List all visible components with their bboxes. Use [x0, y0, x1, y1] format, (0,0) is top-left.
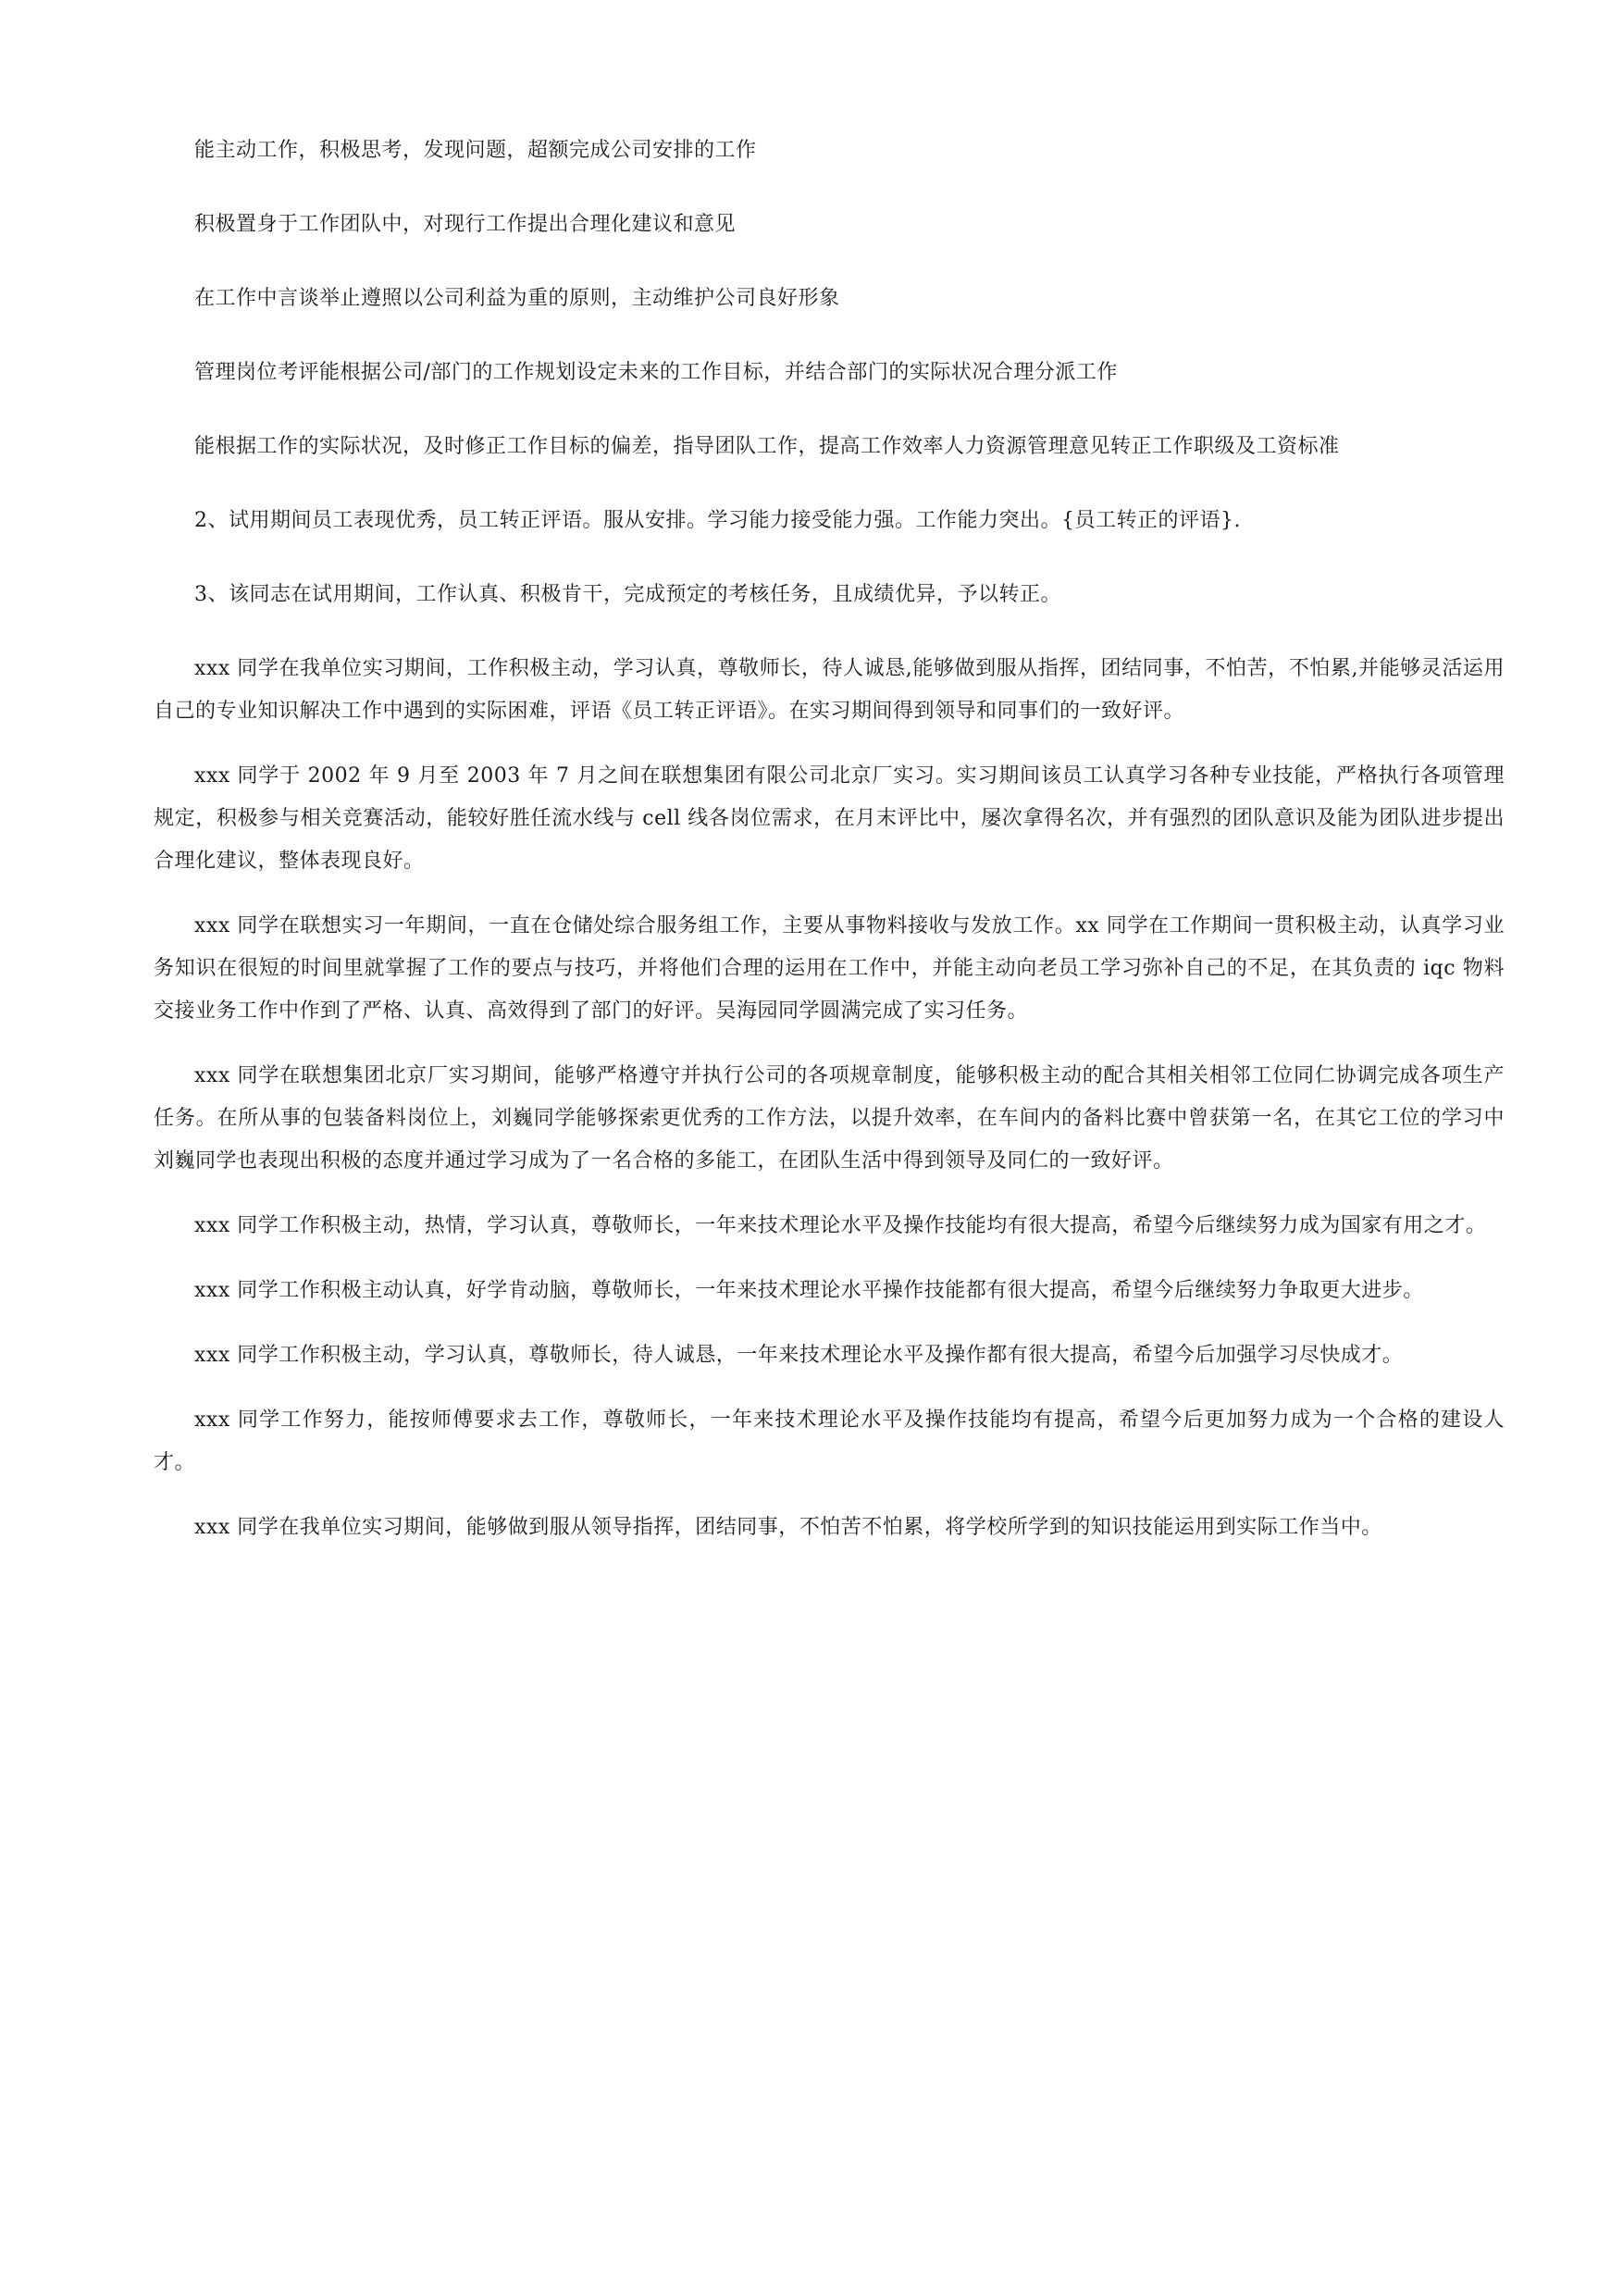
paragraph: 能根据工作的实际状况，及时修正工作目标的偏差，指导团队工作，提高工作效率人力资源管理意见转正工作职级及工资标准 [194, 435, 1340, 458]
paragraph: 2、试用期间员工表现优秀，员工转正评语。服从安排。学习能力接受能力强。工作能力突出。{员工转正的评语}. [194, 509, 1241, 532]
paragraph: xxx 同学于 2002 年 9 月至 2003 年 7 月之间在联想集团有限公司北京厂实习。实习期间该员工认真学习各种专业技能，严格执行各项管理规定，积极参与相关竞赛活动，能较好胜任流水线与 cell 线各岗位需求，在月末评比中，屡次拿得名次，并有强烈的团队意识及能为团队进步提出合理化建议，整体表现良好。 [154, 764, 1505, 873]
paragraph: 能主动工作，积极思考，发现问题，超额完成公司安排的工作 [194, 139, 757, 162]
paragraph: xxx 同学在我单位实习期间，工作积极主动，学习认真，尊敬师长，待人诚恳,能够做到服从指挥，团结同事，不怕苦，不怕累,并能够灵活运用自己的专业知识解决工作中遇到的实际困难，评语《员工转正评语》。在实习期间得到领导和同事们的一致好评。 [154, 657, 1505, 723]
paragraph: xxx 同学工作积极主动，热情，学习认真，尊敬师长，一年来技术理论水平及操作技能均有很大提高，希望今后继续努力成为国家有用之才。 [194, 1214, 1487, 1237]
paragraph: 管理岗位考评能根据公司/部门的工作规划设定未来的工作目标，并结合部门的实际状况合理分派工作 [194, 361, 1118, 384]
document-body [154, 130, 1505, 1571]
paragraph: xxx 同学工作积极主动，学习认真，尊敬师长，待人诚恳，一年来技术理论水平及操作都有很大提高，希望今后加强学习尽快成才。 [194, 1344, 1404, 1367]
paragraph: 3、该同志在试用期间，工作认真、积极肯干，完成预定的考核任务，且成绩优异，予以转正。 [194, 583, 1062, 606]
paragraph: xxx 同学在联想实习一年期间，一直在仓储处综合服务组工作，主要从事物料接收与发放工作。xx 同学在工作期间一贯积极主动，认真学习业务知识在很短的时间里就掌握了工作的要点与技巧，并将他们合理的运用在工作中，并能主动向老员工学习弥补自己的不足，在其负责的 iqc 物料交接业务工作中作到了严格、认真、高效得到了部门的好评。吴海园同学圆满完成了实习任务。 [154, 914, 1505, 1023]
paragraph: 积极置身于工作团队中，对现行工作提出合理化建议和意见 [194, 213, 737, 236]
paragraph: xxx 同学在联想集团北京厂实习期间，能够严格遵守并执行公司的各项规章制度，能够积极主动的配合其相关相邻工位同仁协调完成各项生产任务。在所从事的包装备料岗位上，刘巍同学能够探索更优秀的工作方法，以提升效率，在车间内的备料比赛中曾获第一名，在其它工位的学习中刘巍同学也表现出积极的态度并通过学习成为了一名合格的多能工，在团队生活中得到领导及同仁的一致好评。 [154, 1064, 1505, 1173]
paragraph: xxx 同学工作积极主动认真，好学肯动脑，尊敬师长，一年来技术理论水平操作技能都有很大提高，希望今后继续努力争取更大进步。 [194, 1279, 1424, 1302]
paragraph: xxx 同学在我单位实习期间，能够做到服从领导指挥，团结同事，不怕苦不怕累，将学校所学到的知识技能运用到实际工作当中。 [194, 1516, 1382, 1539]
paragraph: 在工作中言谈举止遵照以公司利益为重的原则，主动维护公司良好形象 [194, 287, 840, 310]
paragraph: xxx 同学工作努力，能按师傅要求去工作，尊敬师长，一年来技术理论水平及操作技能均有提高，希望今后更加努力成为一个合格的建设人才。 [154, 1409, 1505, 1474]
